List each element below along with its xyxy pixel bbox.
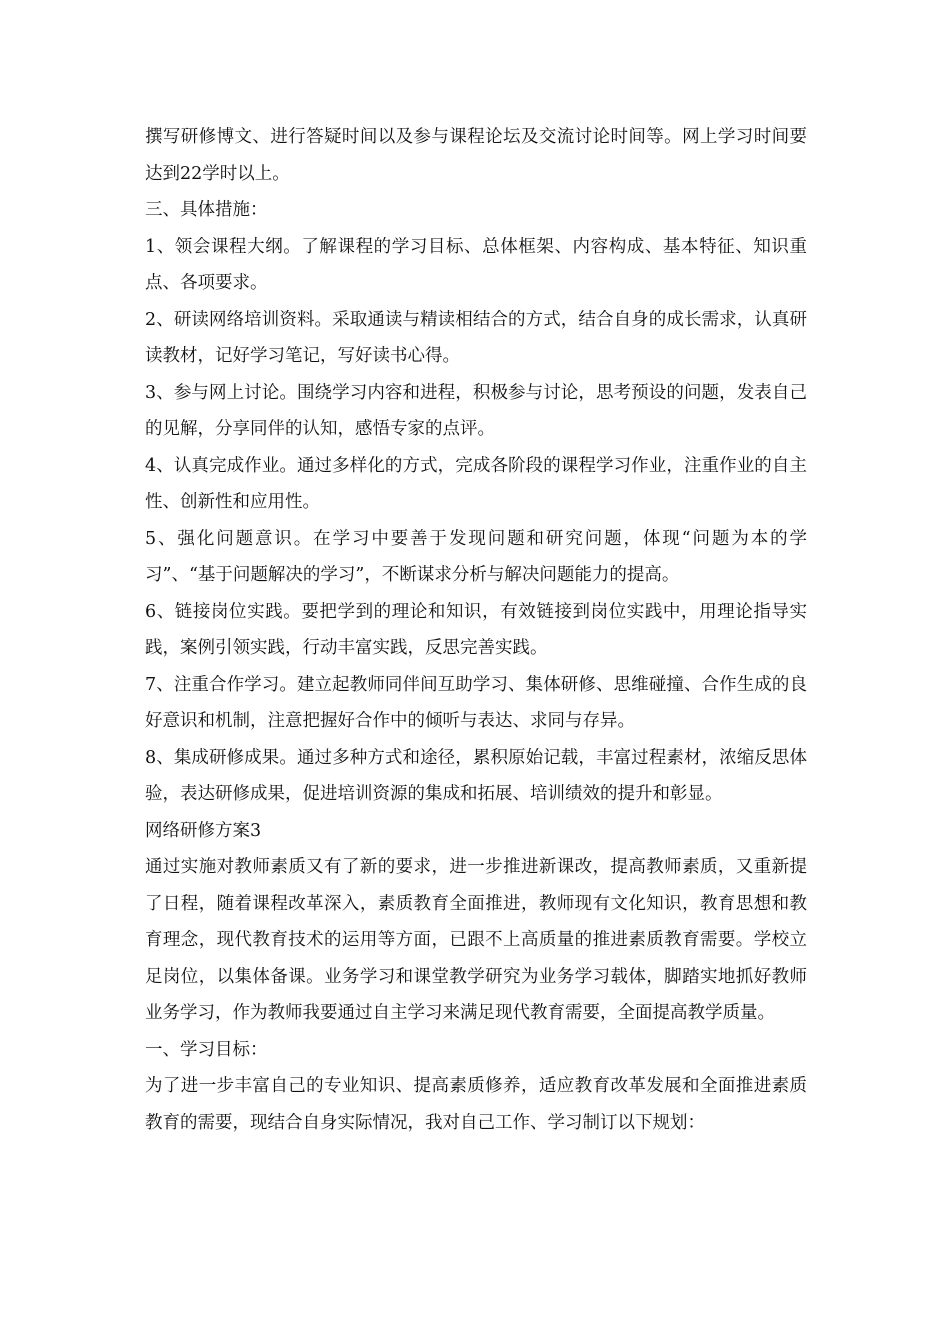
heading-learning-goals: 一、学习目标： bbox=[145, 1039, 268, 1060]
section-title-plan-3: 网络研修方案3 bbox=[145, 820, 262, 841]
paragraph-measure-5: 5、强化问题意识。在学习中要善于发现问题和研究问题，体现“问题为本的学习”、“基于问题解决的学习”，不断谋求分析与解决问题能力的提高。 bbox=[145, 528, 807, 585]
paragraph-measure-6: 6、链接岗位实践。要把学到的理论和知识，有效链接到岗位实践中，用理论指导实践，案例引领实践，行动丰富实践，反思完善实践。 bbox=[145, 601, 807, 658]
document-body bbox=[145, 119, 807, 1141]
paragraph-measure-2: 2、研读网络培训资料。采取通读与精读相结合的方式，结合自身的成长需求，认真研读教材，记好学习笔记，写好读书心得。 bbox=[145, 309, 807, 366]
paragraph-measure-3: 3、参与网上讨论。围绕学习内容和进程，积极参与讨论，思考预设的问题，发表自己的见解，分享同伴的认知，感悟专家的点评。 bbox=[145, 382, 807, 439]
paragraph-measure-8: 8、集成研修成果。通过多种方式和途径，累积原始记载，丰富过程素材，浓缩反思体验，表达研修成果，促进培训资源的集成和拓展、培训绩效的提升和彰显。 bbox=[145, 747, 807, 804]
paragraph-measure-1: 1、领会课程大纲。了解课程的学习目标、总体框架、内容构成、基本特征、知识重点、各项要求。 bbox=[145, 236, 807, 293]
paragraph-measure-4: 4、认真完成作业。通过多样化的方式，完成各阶段的课程学习作业，注重作业的自主性、创新性和应用性。 bbox=[145, 455, 807, 512]
paragraph-plan-3-intro: 通过实施对教师素质又有了新的要求，进一步推进新课改，提高教师素质，又重新提了日程，随着课程改革深入，素质教育全面推进，教师现有文化知识，教育思想和教育理念，现代教育技术的运用等方面，已跟不上高质量的推进素质教育需要。学校立足岗位，以集体备课。业务学习和课堂教学研究为业务学习载体，脚踏实地抓好教师业务学习，作为教师我要通过自主学习来满足现代教育需要，全面提高教学质量。 bbox=[145, 857, 807, 1023]
paragraph-study-time: 撰写研修博文、进行答疑时间以及参与课程论坛及交流讨论时间等。网上学习时间要达到22学时以上。 bbox=[145, 127, 807, 184]
heading-specific-measures: 三、具体措施： bbox=[145, 200, 268, 220]
paragraph-measure-7: 7、注重合作学习。建立起教师同伴间互助学习、集体研修、思维碰撞、合作生成的良好意识和机制，注意把握好合作中的倾听与表达、求同与存异。 bbox=[145, 674, 807, 731]
paragraph-learning-goals: 为了进一步丰富自己的专业知识、提高素质修养，适应教育改革发展和全面推进素质教育的需要，现结合自身实际情况，我对自己工作、学习制订以下规划： bbox=[145, 1076, 807, 1133]
